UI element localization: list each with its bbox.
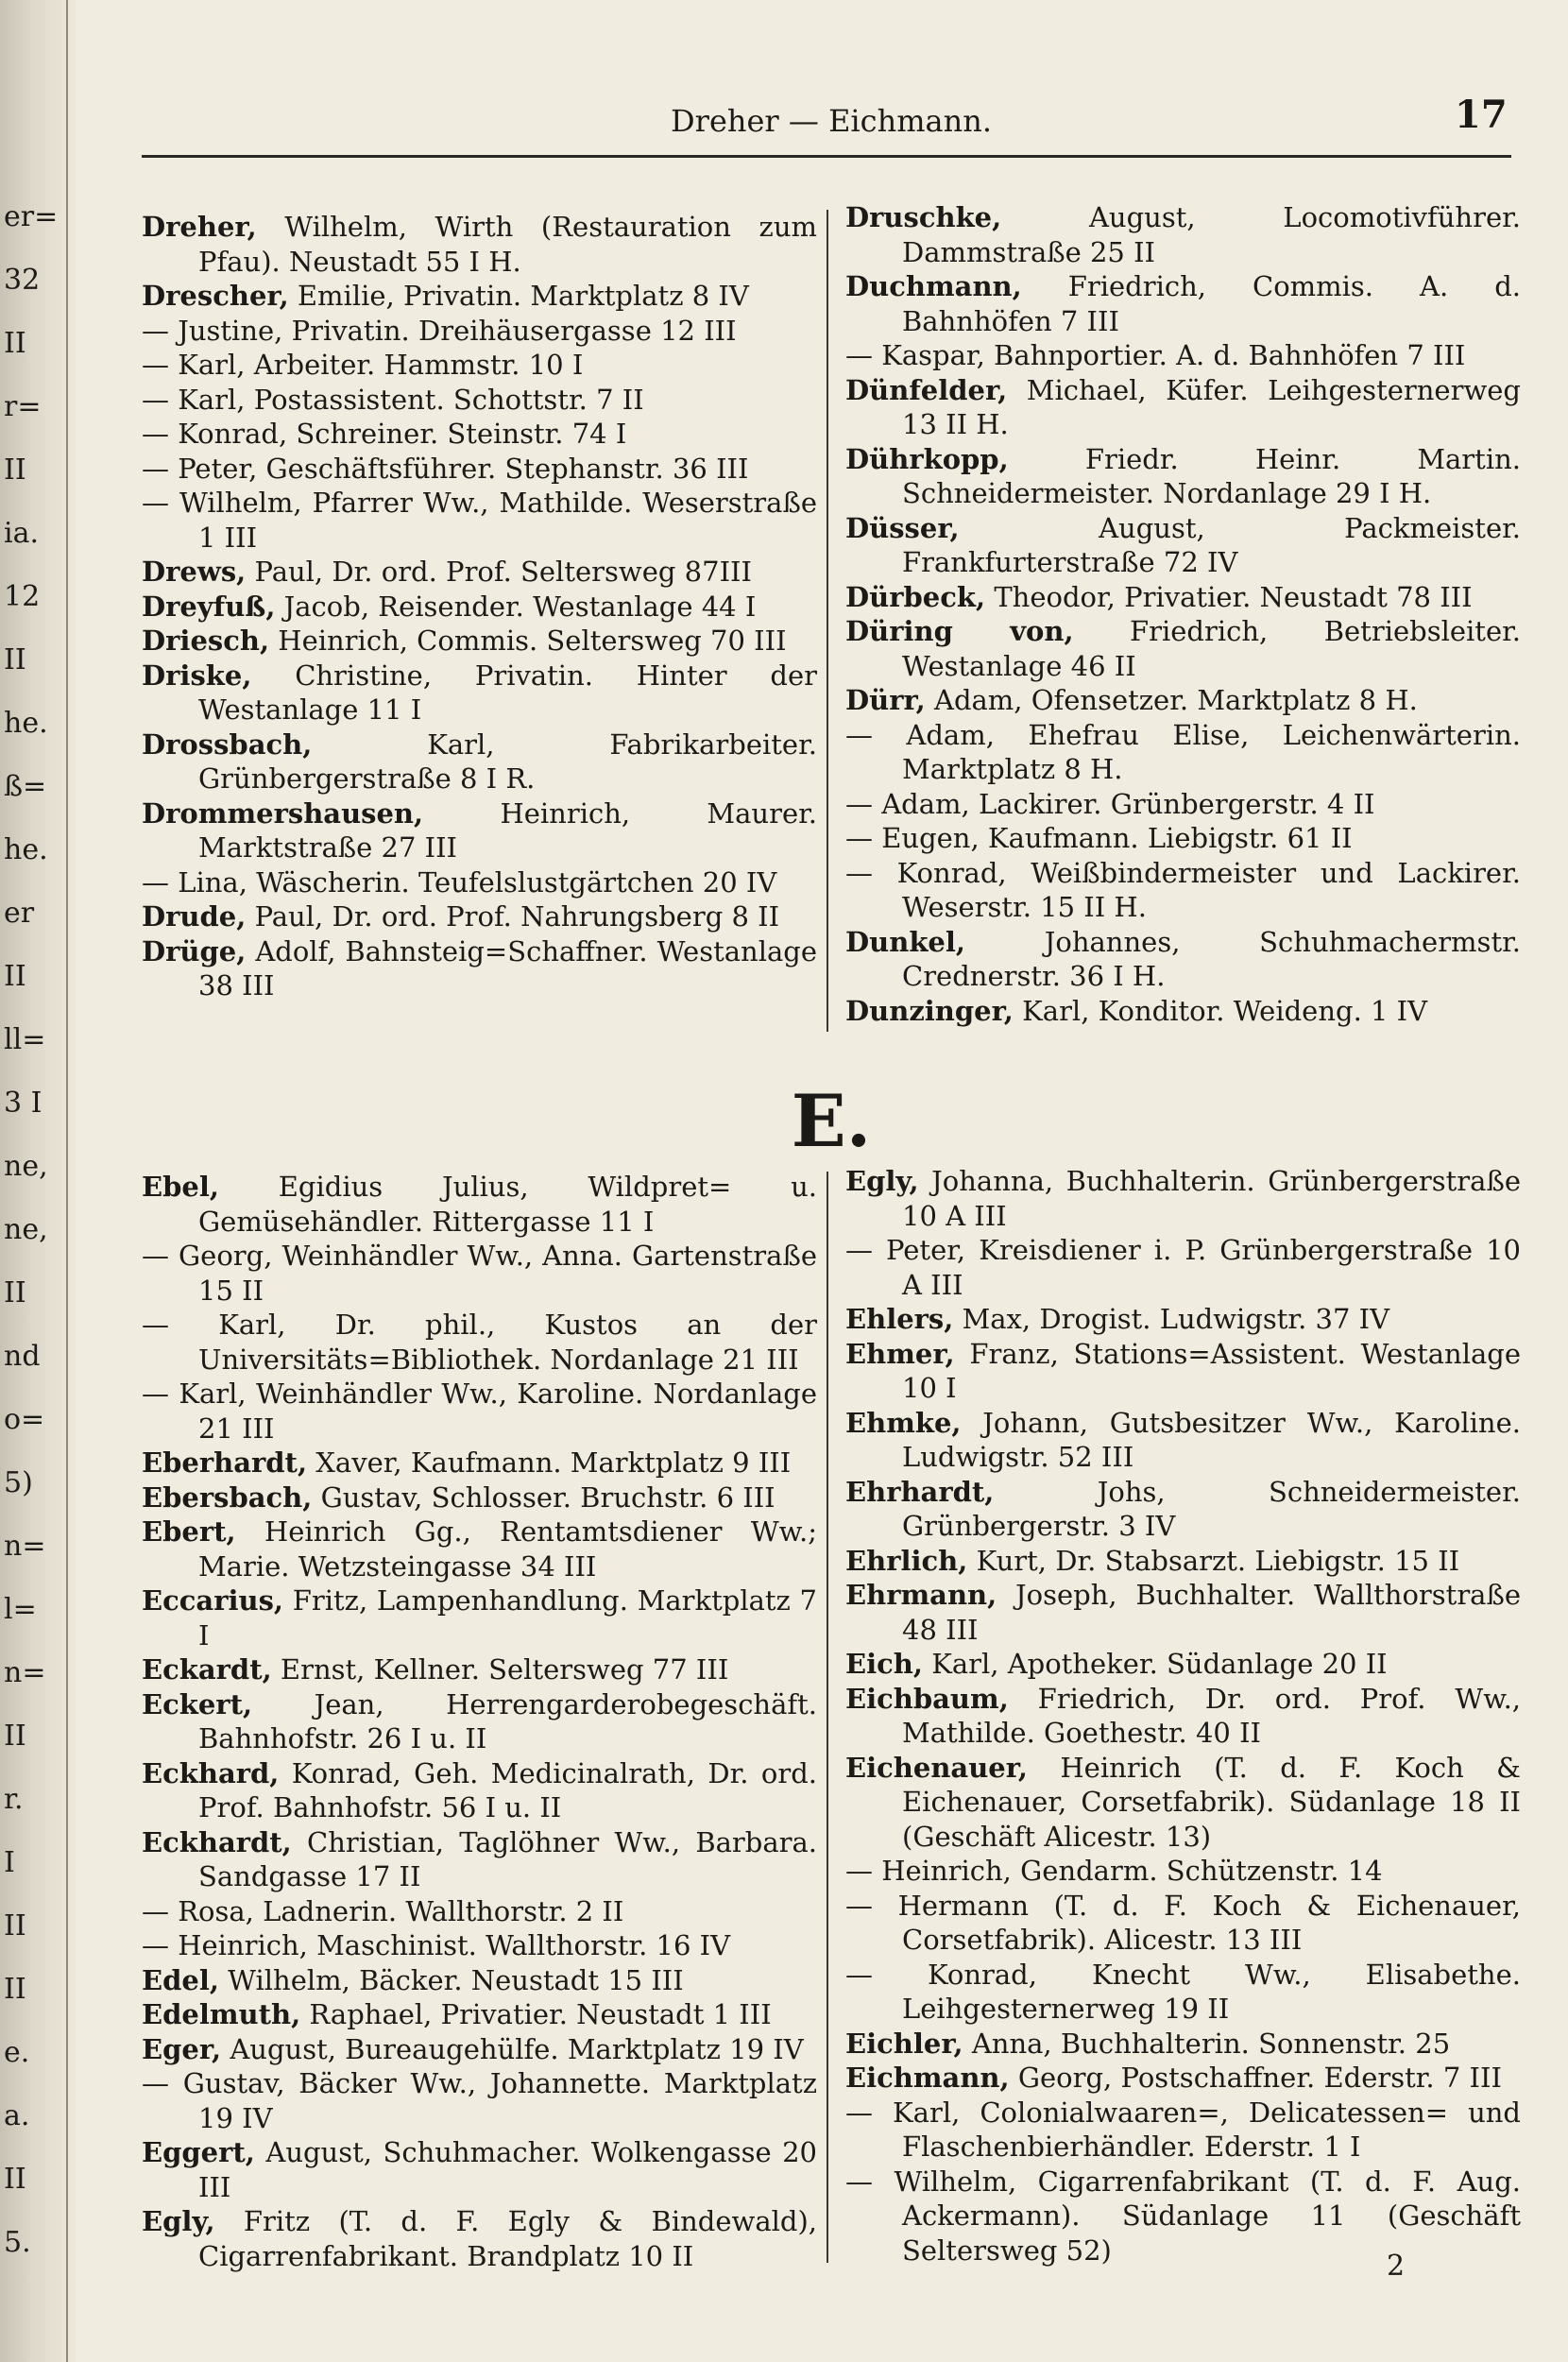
directory-entry (142, 899, 817, 934)
entry-details: Johann, Gutsbesitzer Ww., Karoline. Ludwigstr. 52 III (902, 1406, 1521, 1473)
entry-details: Fritz (T. d. F. Egly & Bindewald), Cigarrenfabrikant. Brandplatz 10 II (198, 2205, 818, 2272)
entry-surname: Eichler, (845, 2027, 963, 2060)
entry-details: Christian, Taglöhner Ww., Barbara. Sandgasse 17 II (198, 1825, 818, 1892)
entry-surname: Dürbeck, (845, 580, 986, 613)
directory-entry (142, 1583, 817, 1652)
margin-fragment: II (4, 1276, 26, 1309)
directory-entry (845, 683, 1521, 718)
entry-details: Adam, Ofensetzer. Marktplatz 8 H. (934, 684, 1418, 716)
entry-details: Gustav, Schlosser. Bruchstr. 6 III (320, 1481, 775, 1514)
entry-surname: Drude, (142, 900, 247, 933)
entry-details: Raphael, Privatier. Neustadt 1 III (309, 1998, 772, 2030)
margin-fragment: o= (4, 1403, 45, 1436)
entry-surname: Düsser, (845, 511, 960, 544)
page-fold-line (66, 0, 68, 2362)
margin-fragment: ß= (4, 770, 47, 803)
directory-entry (142, 1170, 817, 1239)
entry-surname: Drossbach, (142, 727, 313, 761)
directory-entry (142, 659, 817, 727)
column-top-left (142, 210, 817, 1003)
margin-fragment: 32 (4, 264, 41, 297)
entry-details: — Konrad, Weißbindermeister und Lackirer. Weserstr. 15 II H. (845, 856, 1521, 923)
entry-details: — Gustav, Bäcker Ww., Johannette. Marktplatz 19 IV (142, 2067, 817, 2134)
entry-details: Karl, Apotheker. Südanlage 20 II (931, 1648, 1388, 1680)
margin-fragment: ll= (4, 1023, 46, 1056)
entry-details: Wilhelm, Wirth (Restauration zum Pfau). Neustadt 55 I H. (198, 211, 817, 278)
entry-details: Xaver, Kaufmann. Marktplatz 9 III (315, 1446, 792, 1479)
directory-entry (845, 580, 1521, 615)
entry-details: Adolf, Bahnsteig=Schaffner. Westanlage 38 III (198, 934, 817, 1001)
running-head: Dreher — Eichmann. (670, 103, 992, 139)
directory-entry (845, 1544, 1521, 1579)
entry-surname: Ehrmann, (845, 1579, 997, 1611)
entry-details: — Adam, Ehefrau Elise, Leichenwärterin. Marktplatz 8 H. (845, 718, 1521, 785)
column-bottom-right (845, 1164, 1521, 2268)
column-divider-top (827, 210, 828, 1032)
directory-entry (845, 1164, 1521, 1233)
entry-details: Johanna, Buchhalterin. Grünbergerstraße 10 A III (902, 1165, 1521, 1232)
entry-surname: Edelmuth, (142, 1998, 301, 2030)
directory-entry (142, 1481, 817, 1515)
column-top-right (845, 200, 1521, 1028)
entry-details: Emilie, Privatin. Marktplatz 8 IV (297, 280, 749, 312)
entry-details: Joseph, Buchhalter. Wallthorstraße 48 III (902, 1579, 1522, 1646)
directory-entry (142, 486, 817, 555)
entry-surname: Duchmann, (845, 270, 1022, 302)
directory-entry (845, 718, 1521, 787)
directory-entry (142, 314, 817, 349)
directory-entry (142, 1963, 817, 1998)
printer-signature-mark: 2 (1387, 2250, 1406, 2283)
entry-details: Jacob, Reisender. Westanlage 44 I (283, 590, 757, 623)
directory-entry (142, 624, 817, 659)
entry-details: — Karl, Colonialwaaren=, Delicatessen= und Flaschenbierhändler. Ederstr. 1 I (845, 2096, 1521, 2163)
directory-entry (142, 1756, 817, 1825)
entry-surname: Ehmke, (845, 1406, 962, 1439)
entry-details: Friedrich, Commis. A. d. Bahnhöfen 7 III (902, 270, 1521, 337)
margin-fragment: ne, (4, 1150, 48, 1183)
entry-details: Heinrich Gg., Rentamtsdiener Ww.; Marie. Wetzsteingasse 34 III (198, 1515, 817, 1583)
entry-details: — Peter, Geschäftsführer. Stephanstr. 36 III (142, 452, 749, 485)
directory-entry (845, 787, 1521, 822)
directory-entry (845, 1958, 1521, 2027)
entry-details: Friedrich, Betriebsleiter. Westanlage 46 II (902, 615, 1521, 682)
directory-entry (845, 1233, 1521, 1302)
margin-fragment: er (4, 897, 35, 930)
entry-details: Christine, Privatin. Hinter der Westanlage 11 I (198, 659, 818, 726)
entry-surname: Druschke, (845, 201, 1002, 233)
margin-fragment: 12 (4, 580, 41, 613)
margin-fragment: a. (4, 2099, 30, 2132)
entry-details: Paul, Dr. ord. Prof. Seltersweg 87III (254, 556, 752, 588)
entry-details: — Adam, Lackirer. Grünbergerstr. 4 II (845, 787, 1375, 820)
margin-fragment: II (4, 454, 26, 487)
entry-details: — Kaspar, Bahnportier. A. d. Bahnhöfen 7 III (845, 339, 1466, 371)
directory-entry (142, 452, 817, 487)
directory-entry (142, 555, 817, 590)
directory-entry (845, 1475, 1521, 1544)
entry-details: Heinrich (T. d. F. Koch & Eichenauer, Corsetfabrik). Südanlage 18 II (Geschäft Alicestr. 13) (902, 1751, 1521, 1853)
directory-entry (142, 383, 817, 418)
entry-details: — Konrad, Knecht Ww., Elisabethe. Leihgesternerweg 19 II (845, 1958, 1521, 2025)
directory-entry (142, 1446, 817, 1481)
entry-details: Friedr. Heinr. Martin. Schneidermeister. Nordanlage 29 I H. (902, 442, 1521, 509)
entry-surname: Ehrhardt, (845, 1475, 995, 1508)
entry-details: Anna, Buchhalterin. Sonnenstr. 25 (971, 2027, 1451, 2060)
entry-details: Kurt, Dr. Stabsarzt. Liebigstr. 15 II (976, 1544, 1460, 1577)
entry-details: August, Packmeister. Frankfurterstraße 72 IV (902, 511, 1521, 578)
entry-details: Michael, Küfer. Leihgesternerweg 13 II H. (902, 373, 1521, 440)
margin-fragment: 5) (4, 1466, 33, 1499)
directory-entry (845, 1302, 1521, 1337)
entry-surname: Dreyfuß, (142, 590, 276, 623)
directory-entry (142, 590, 817, 625)
entry-details: — Peter, Kreisdiener i. P. Grünbergerstraße 10 A III (845, 1234, 1521, 1301)
entry-surname: Drescher, (142, 280, 289, 312)
entry-details: Karl, Konditor. Weideng. 1 IV (1022, 994, 1428, 1027)
entry-surname: Dreher, (142, 211, 257, 243)
directory-entry (142, 348, 817, 383)
directory-entry (142, 1515, 817, 1583)
directory-entry (142, 1308, 817, 1377)
entry-surname: Ehlers, (845, 1303, 954, 1335)
margin-fragment: ia. (4, 517, 40, 550)
entry-details: — Karl, Weinhändler Ww., Karoline. Nordanlage 21 III (142, 1378, 817, 1445)
directory-entry (845, 200, 1521, 269)
entry-surname: Ebel, (142, 1171, 219, 1203)
entry-details: August, Locomotivführer. Dammstraße 25 II (902, 201, 1522, 268)
entry-details: Wilhelm, Bäcker. Neustadt 15 III (228, 1963, 684, 1996)
directory-entry (845, 1647, 1521, 1682)
entry-details: — Eugen, Kaufmann. Liebigstr. 61 II (845, 822, 1353, 854)
margin-fragment: er= (4, 200, 59, 233)
directory-entry (845, 1751, 1521, 1855)
directory-entry (142, 727, 817, 796)
column-divider-bottom (827, 1172, 828, 2263)
entry-details: — Karl, Postassistent. Schottstr. 7 II (142, 383, 644, 416)
entry-details: Heinrich, Commis. Seltersweg 70 III (278, 625, 787, 657)
entry-surname: Egly, (142, 2205, 215, 2237)
margin-fragment: l= (4, 1593, 37, 1626)
entry-details: — Justine, Privatin. Dreihäusergasse 12 III (142, 314, 737, 347)
entry-surname: Edel, (142, 1963, 219, 1996)
entry-surname: Eich, (845, 1648, 923, 1680)
header-rule (142, 155, 1511, 158)
directory-entry (845, 1337, 1521, 1406)
entry-details: — Heinrich, Gendarm. Schützenstr. 14 (845, 1855, 1383, 1887)
entry-details: Fritz, Lampenhandlung. Marktplatz 7 I (198, 1584, 818, 1652)
entry-details: Ernst, Kellner. Seltersweg 77 III (280, 1653, 729, 1686)
directory-entry (845, 1889, 1521, 1958)
directory-entry (142, 2066, 817, 2135)
entry-details: August, Schuhmacher. Wolkengasse 20 III (198, 2136, 818, 2203)
directory-entry (142, 934, 817, 1003)
margin-fragment: 5. (4, 2226, 31, 2259)
directory-entry (142, 1825, 817, 1894)
entry-details: Franz, Stations=Assistent. Westanlage 10 I (902, 1337, 1522, 1404)
entry-surname: Eberhardt, (142, 1446, 308, 1479)
entry-details: Jean, Herrengarderobegeschäft. Bahnhofstr. 26 I u. II (198, 1687, 818, 1754)
directory-entry (845, 2027, 1521, 2062)
entry-surname: Driske, (142, 659, 252, 692)
directory-entry (845, 442, 1521, 511)
entry-surname: Dürr, (845, 684, 926, 716)
margin-fragment: II (4, 1973, 26, 2006)
entry-surname: Driesch, (142, 625, 270, 657)
entry-surname: Eichmann, (845, 2062, 1010, 2094)
entry-surname: Eichbaum, (845, 1682, 1009, 1715)
directory-entry (845, 1578, 1521, 1647)
directory-entry (142, 417, 817, 452)
entry-details: Johannes, Schuhmachermstr. Crednerstr. 36 I H. (902, 925, 1521, 992)
directory-entry (142, 796, 817, 865)
entry-details: — Karl, Dr. phil., Kustos an der Universitäts=Bibliothek. Nordanlage 21 III (142, 1309, 817, 1376)
entry-surname: Eckhardt, (142, 1825, 292, 1858)
entry-surname: Düring von, (845, 615, 1074, 647)
entry-surname: Eckert, (142, 1687, 253, 1720)
entry-surname: Drews, (142, 556, 247, 588)
margin-fragment: ne, (4, 1213, 48, 1246)
entry-surname: Ehrlich, (845, 1544, 968, 1577)
section-letter: E. (791, 1079, 872, 1163)
entry-surname: Egly, (845, 1165, 919, 1197)
directory-entry (845, 856, 1521, 925)
directory-entry (845, 994, 1521, 1029)
margin-fragment: 3 I (4, 1087, 43, 1120)
entry-details: — Georg, Weinhändler Ww., Anna. Gartenstraße 15 II (142, 1240, 817, 1307)
entry-details: Heinrich, Maurer. Marktstraße 27 III (198, 796, 818, 864)
directory-entry (845, 1682, 1521, 1751)
entry-details: — Heinrich, Maschinist. Wallthorstr. 16 IV (142, 1929, 731, 1961)
directory-entry (845, 373, 1521, 442)
entry-details: Egidius Julius, Wildpret= u. Gemüsehändler. Rittergasse 11 I (198, 1171, 818, 1238)
entry-surname: Eggert, (142, 2136, 255, 2168)
entry-details: August, Bureaugehülfe. Marktplatz 19 IV (230, 2032, 804, 2065)
entry-surname: Drommershausen, (142, 796, 424, 830)
margin-fragment: e. (4, 2036, 30, 2069)
entry-surname: Ebert, (142, 1515, 236, 1548)
directory-entry (142, 1928, 817, 1963)
entry-details: — Hermann (T. d. F. Koch & Eichenauer, Corsetfabrik). Alicestr. 13 III (845, 1889, 1521, 1956)
directory-entry (142, 1997, 817, 2032)
directory-entry (845, 1406, 1521, 1475)
margin-fragment: he. (4, 833, 48, 866)
margin-fragment: II (4, 960, 26, 993)
margin-fragment: nd (4, 1340, 41, 1373)
directory-entry (845, 269, 1521, 338)
entry-surname: Dunzinger, (845, 994, 1014, 1027)
directory-entry (845, 511, 1521, 580)
directory-entry (845, 2165, 1521, 2268)
margin-fragment: II (4, 2163, 26, 2196)
entry-details: Johs, Schneidermeister. Grünbergerstr. 3 IV (902, 1475, 1521, 1542)
entry-details: — Karl, Arbeiter. Hammstr. 10 I (142, 349, 584, 381)
directory-entry (142, 2135, 817, 2204)
entry-surname: Dührkopp, (845, 442, 1009, 475)
directory-entry (845, 821, 1521, 856)
margin-fragment: n= (4, 1530, 46, 1563)
entry-surname: Eger, (142, 2032, 222, 2065)
margin-fragment: I (4, 1846, 15, 1879)
entry-surname: Eichenauer, (845, 1751, 1028, 1784)
entry-details: Karl, Fabrikarbeiter. Grünbergerstraße 8 I R. (198, 727, 817, 795)
entry-surname: Eckhard, (142, 1756, 280, 1789)
entry-surname: Eckardt, (142, 1653, 272, 1686)
directory-entry (845, 2096, 1521, 2165)
directory-entry (142, 1687, 817, 1756)
entry-surname: Ehmer, (845, 1337, 955, 1370)
entry-details: — Wilhelm, Pfarrer Ww., Mathilde. Weserstraße 1 III (142, 487, 817, 554)
margin-fragment: he. (4, 707, 48, 740)
entry-surname: Drüge, (142, 934, 247, 967)
directory-entry (845, 1854, 1521, 1889)
margin-fragment: r= (4, 390, 42, 423)
margin-fragment: r. (4, 1783, 24, 1816)
column-bottom-left (142, 1170, 817, 2273)
page-number: 17 (1455, 93, 1508, 137)
directory-entry (845, 925, 1521, 994)
entry-surname: Dunkel, (845, 925, 965, 958)
entry-details: Friedrich, Dr. ord. Prof. Ww., Mathilde. Goethestr. 40 II (902, 1682, 1522, 1749)
entry-details: Theodor, Privatier. Neustadt 78 III (994, 580, 1473, 613)
margin-fragment: II (4, 643, 26, 676)
directory-entry (142, 2032, 817, 2067)
entry-details: Paul, Dr. ord. Prof. Nahrungsberg 8 II (254, 900, 780, 933)
directory-entry (845, 338, 1521, 373)
margin-fragment: II (4, 1909, 26, 1943)
directory-entry (142, 279, 817, 314)
directory-entry (142, 1894, 817, 1929)
entry-details: — Konrad, Schreiner. Steinstr. 74 I (142, 418, 627, 450)
entry-surname: Ebersbach, (142, 1481, 313, 1514)
entry-details: — Lina, Wäscherin. Teufelslustgärtchen 20 IV (142, 865, 777, 899)
margin-fragment: II (4, 327, 26, 360)
directory-entry (142, 210, 817, 279)
directory-entry (142, 2204, 817, 2273)
margin-fragment: II (4, 1720, 26, 1753)
directory-entry (142, 1652, 817, 1687)
entry-details: Konrad, Geh. Medicinalrath, Dr. ord. Prof. Bahnhofstr. 56 I u. II (198, 1756, 817, 1823)
directory-entry (845, 614, 1521, 683)
directory-entry (142, 1377, 817, 1446)
margin-fragment: n= (4, 1656, 46, 1689)
directory-entry (142, 865, 817, 900)
entry-surname: Eccarius, (142, 1584, 284, 1617)
entry-details: Max, Drogist. Ludwigstr. 37 IV (962, 1303, 1390, 1335)
directory-entry (142, 1239, 817, 1308)
entry-details: — Rosa, Ladnerin. Wallthorstr. 2 II (142, 1894, 624, 1927)
entry-surname: Dünfelder, (845, 373, 1008, 406)
entry-details: — Wilhelm, Cigarrenfabrikant (T. d. F. Aug. Ackermann). Südanlage 11 (Geschäft Seltersweg 52) (845, 2165, 1521, 2267)
directory-entry (845, 2061, 1521, 2096)
entry-details: Georg, Postschaffner. Ederstr. 7 III (1017, 2062, 1502, 2094)
